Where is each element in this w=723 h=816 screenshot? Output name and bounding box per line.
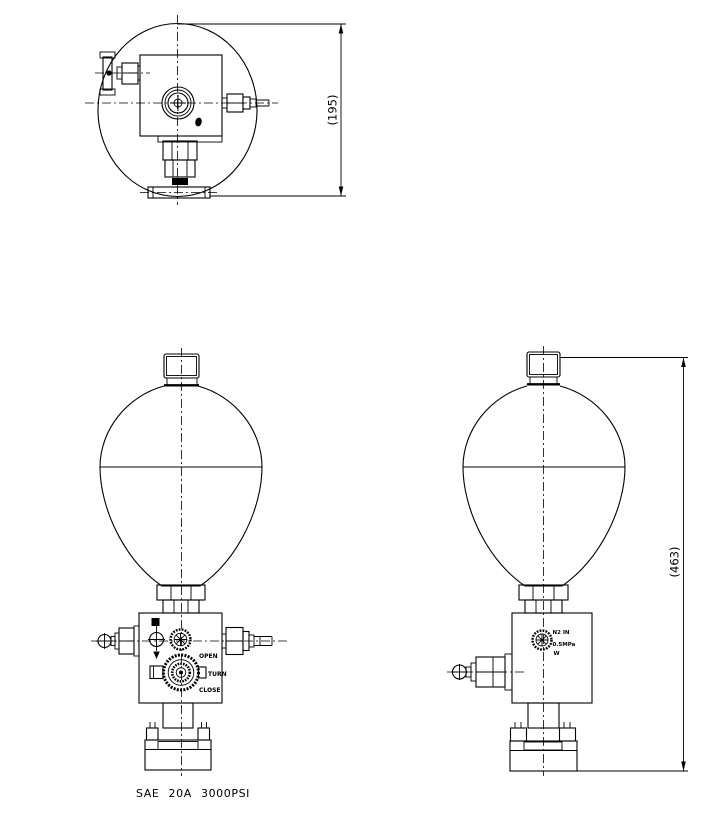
stem-nub bbox=[172, 178, 188, 185]
knob-label-mid: TURN bbox=[208, 671, 227, 678]
knob-label-close: CLOSE bbox=[199, 687, 221, 694]
gas-port-label-2: 0.5MPa bbox=[552, 642, 576, 648]
gas-port-label-3: W bbox=[553, 651, 560, 657]
knob-label-open: OPEN bbox=[199, 653, 218, 660]
dimension-195-label: (195) bbox=[325, 94, 340, 126]
drawing-caption: SAE 20A 3000PSI bbox=[136, 787, 251, 800]
bracket-bolt-dot bbox=[106, 70, 111, 75]
bleed-valve-cap bbox=[152, 618, 160, 626]
gas-port-label-1: N2 IN bbox=[552, 630, 570, 636]
dimension-463-label: (463) bbox=[667, 546, 682, 578]
